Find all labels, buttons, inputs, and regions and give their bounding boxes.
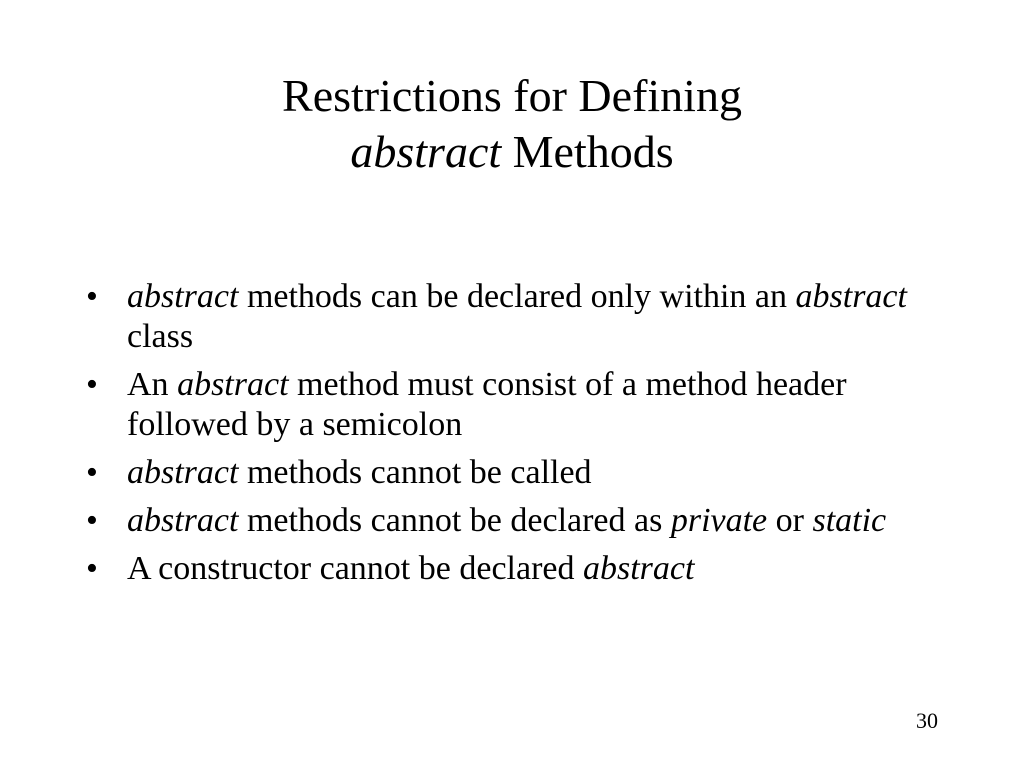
bullet-2-text: An (127, 366, 178, 403)
slide-title-line-1: Restrictions for Defining (282, 70, 742, 121)
bullet-1-keyword: abstract (127, 278, 239, 315)
bullet-4-text-or: or (767, 502, 813, 539)
bullet-item-2 (84, 365, 964, 445)
bullet-list (84, 277, 964, 597)
bullet-dot-icon: • (86, 278, 98, 315)
bullet-4-keyword-private: private (670, 502, 768, 539)
slide-title-line-2 (0, 124, 1024, 180)
bullet-4-keyword: abstract (127, 502, 239, 539)
bullet-item-1 (84, 277, 964, 357)
bullet-dot-icon: • (86, 366, 98, 403)
bullet-1-keyword-2: abstract (795, 278, 907, 315)
page-number: 30 (916, 708, 938, 733)
title-word-methods: Methods (501, 126, 674, 177)
bullet-item-4 (84, 501, 964, 541)
bullet-1-text: methods can be declared only within an (238, 278, 796, 315)
bullet-4-keyword-static: static (812, 502, 887, 539)
slide-title (0, 68, 1024, 180)
bullet-3-keyword: abstract (127, 454, 239, 491)
bullet-dot-icon: • (86, 454, 98, 491)
bullet-dot-icon: • (86, 502, 98, 539)
bullet-5-keyword: abstract (582, 550, 695, 587)
bullet-2-keyword: abstract (177, 366, 289, 403)
bullet-3-text: methods cannot be called (238, 454, 592, 491)
bullet-4-text: methods cannot be declared as (238, 502, 671, 539)
bullet-item-5 (84, 549, 964, 589)
bullet-2-text-2: method must consist of a method header followed by a semicolon (127, 366, 847, 443)
bullet-item-3 (84, 453, 964, 493)
title-keyword-abstract: abstract (350, 126, 502, 177)
bullet-5-text: A constructor cannot be declared (127, 550, 583, 587)
bullet-1-text-2: class (127, 318, 194, 355)
bullet-dot-icon: • (86, 550, 98, 587)
